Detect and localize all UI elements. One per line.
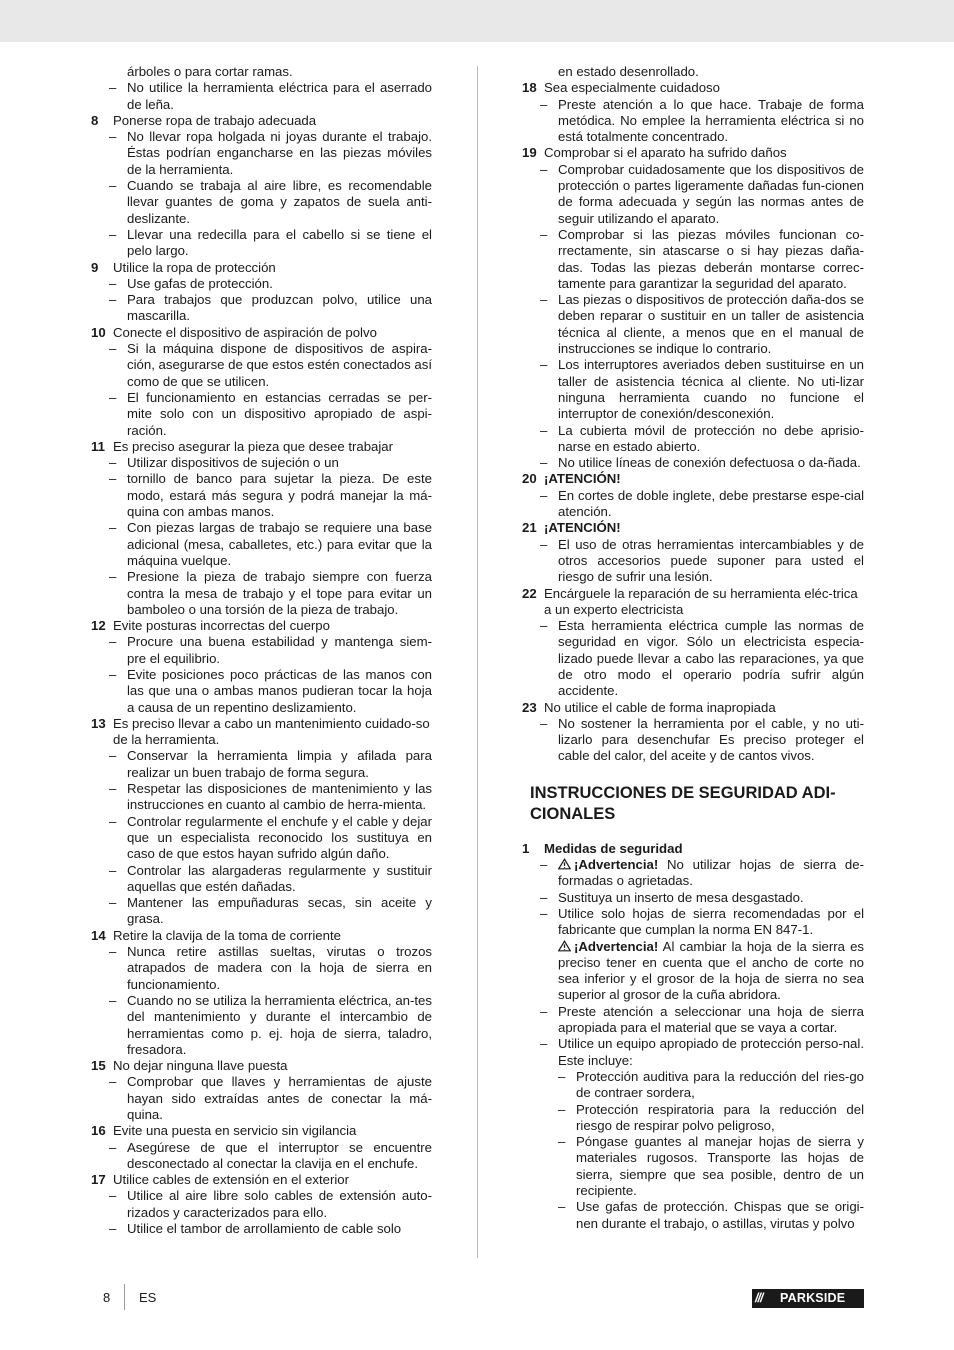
bullet-item (522, 906, 864, 939)
numbered-item (522, 520, 864, 536)
dash-bullet: – (109, 341, 117, 357)
item-number: 19 (522, 145, 537, 161)
bullet-text: Utilice al aire libre solo cables de extensión auto-rizados y caracterizados para ello. (127, 1188, 432, 1220)
dash-bullet: – (109, 813, 117, 829)
bullet-text: Asegúrese de que el interruptor se encuentre desconectado al conectar la clavija en el enchufe. (127, 1139, 432, 1171)
bullet-item (91, 520, 432, 569)
dash-bullet: – (109, 944, 117, 960)
bullet-item (91, 292, 432, 325)
bullet-text: Utilice el tambor de arrollamiento de cable solo (127, 1221, 402, 1237)
bullet-item (522, 1102, 864, 1135)
item-heading: No dejar ninguna llave puesta (113, 1058, 288, 1074)
bullet-text: Respetar las disposiciones de mantenimiento y las instrucciones en cuanto al cambio de herra-mienta. (127, 781, 432, 813)
bullet-text: En cortes de doble inglete, debe prestarse espe-cial atención. (558, 487, 864, 520)
dash-bullet: – (109, 80, 117, 96)
bullet-text: No sostener la herramienta por el cable, y no uti-lizarlo para desenchufar Es preciso proteger el cable del calor, del aceite y de cantos vivos. (558, 715, 864, 764)
bullet-item (522, 423, 864, 456)
dash-bullet: – (109, 666, 117, 682)
bullet-item (522, 716, 864, 765)
bullet-item (522, 227, 864, 292)
bullet-item (522, 1199, 864, 1232)
bullet-text: El uso de otras herramientas intercambiables y de otros accesorios puede suponer para usted el riesgo de sufrir una lesión. (558, 536, 864, 585)
bullet-text: Llevar una redecilla para el cabello si se tiene el pelo largo. (127, 226, 432, 259)
additional-safety-list (522, 841, 864, 1232)
bullet-item (91, 993, 432, 1058)
bullet-item (522, 857, 864, 890)
bullet-text: Protección respiratoria para la reducción del riesgo de respirar polvo peligroso, (576, 1101, 864, 1133)
page-number: 8 (103, 1290, 111, 1305)
dash-bullet: – (540, 487, 548, 503)
item-number: 11 (91, 438, 105, 454)
item-heading: Evite una puesta en servicio sin vigilancia (113, 1123, 357, 1139)
numbered-item (522, 145, 864, 161)
dash-bullet: – (109, 275, 117, 291)
bullet-item (91, 944, 432, 993)
bullet-item (522, 162, 864, 227)
bullet-text: Las piezas o dispositivos de protección daña-dos se deben reparar o sustituir en un taller de asistencia técnica al cliente, a menos que en el manual de instrucciones se indique lo contrario. (558, 292, 864, 357)
bullet-text: Para trabajos que produzcan polvo, utilice una mascarilla. (127, 292, 432, 324)
dash-bullet: – (540, 455, 548, 471)
bullet-item (91, 178, 432, 227)
item-heading: No utilice el cable de forma inapropiada (544, 699, 776, 715)
bullet-item (522, 618, 864, 699)
item-number: 18 (522, 80, 537, 96)
bullet-text: Comprobar cuidadosamente que los dispositivos de protección o partes ligeramente dañadas fun-cionen de forma adecuada y según las normas antes de seguir utilizando el aparato. (558, 161, 864, 226)
bullet-item (91, 1221, 432, 1237)
item-number: 1 (522, 840, 530, 856)
bullet-text: Conservar la herramienta limpia y afilada para realizar un buen trabajo de forma segura. (127, 748, 432, 780)
bullet-text: Presione la pieza de trabajo siempre con fuerza contra la mesa de trabajo y el tope para evitar un bamboleo o una torsión de la pieza de trabajo. (127, 569, 432, 617)
dash-bullet: – (109, 1221, 117, 1237)
dash-bullet: – (540, 715, 548, 731)
dash-bullet: – (558, 1134, 566, 1150)
bullet-item (91, 276, 432, 292)
continued-text (91, 64, 432, 80)
item-heading: ¡ATENCIÓN! (544, 471, 621, 487)
bullet-item (522, 488, 864, 521)
warning-label: ¡Advertencia! (574, 857, 659, 873)
safety-list-continued (522, 64, 864, 765)
item-number: 10 (91, 324, 106, 340)
numbered-item (91, 1172, 432, 1188)
dash-bullet: – (109, 992, 117, 1008)
dash-bullet: – (540, 618, 548, 634)
item-number: 15 (91, 1058, 106, 1074)
item-heading: ¡ATENCIÓN! (544, 520, 621, 536)
bullet-text: Con piezas largas de trabajo se requiere una base adicional (mesa, caballetes, etc.) para evitar que la máquina vuelque. (127, 520, 432, 568)
bullet-item (91, 748, 432, 781)
dash-bullet: – (540, 96, 548, 112)
numbered-item (522, 80, 864, 96)
parkside-logo (752, 1289, 864, 1308)
numbered-item (91, 113, 432, 129)
footer-divider (124, 1284, 125, 1310)
continued-text (522, 939, 864, 1004)
bullet-item (91, 1074, 432, 1123)
dash-bullet: – (109, 1139, 117, 1155)
dash-bullet: – (540, 292, 548, 308)
dash-bullet: – (540, 1003, 548, 1019)
dash-bullet: – (558, 1068, 566, 1084)
item-number: 8 (91, 112, 99, 128)
bullet-text: La cubierta móvil de protección no debe aprisio-narse en estado abierto. (558, 422, 864, 454)
bullet-item (91, 781, 432, 814)
bullet-text: No utilice la herramienta eléctrica para el aserrado de leña. (127, 80, 432, 112)
dash-bullet: – (540, 536, 548, 552)
item-heading: Sea especialmente cuidadoso (544, 80, 720, 96)
bullet-text: Controlar las alargaderas regularmente y sustituir aquellas que estén dañadas. (127, 862, 432, 894)
paragraph-text: Al cambiar la hoja de la sierra es preciso tener en cuenta que el ancho de corte no sea inferior y el grosor de la hoja de sierra no sea superior al grosor de la cuña abridora. (558, 938, 864, 1003)
item-heading: Es preciso asegurar la pieza que desee trabajar (113, 438, 394, 454)
dash-bullet: – (109, 471, 117, 487)
bullet-item (522, 537, 864, 586)
logo-stripes: /// (755, 1291, 763, 1305)
numbered-item (522, 586, 864, 619)
dash-bullet: – (540, 226, 548, 242)
bullet-item (91, 863, 432, 896)
bullet-text: Mantener las empuñaduras secas, sin aceite y grasa. (127, 895, 432, 927)
bullet-text: El funcionamiento en estancias cerradas se per-mite solo con un dispositivo apropiado de aspi-ración. (127, 389, 432, 438)
item-number: 14 (91, 927, 106, 943)
numbered-item (91, 439, 432, 455)
bullet-text: Use gafas de protección. (127, 275, 273, 291)
left-column (91, 64, 432, 1237)
bullet-item (522, 1134, 864, 1199)
bullet-text: Esta herramienta eléctrica cumple las normas de seguridad en vigor. Sólo un electricista especia-lizado puede llevar a cabo las reparaciones, ya que de otro modo el operario podría sufrir algún accidente. (558, 618, 864, 699)
item-heading: Utilice cables de extensión en el exterior (113, 1172, 350, 1188)
item-number: 22 (522, 585, 537, 601)
bullet-text: Preste atención a lo que hace. Trabaje de forma metódica. No emplee la herramienta eléctrica si no está totalmente concentrado. (558, 96, 864, 145)
right-column (522, 64, 864, 1232)
bullet-text: Use gafas de protección. Chispas que se origi-nen durante el trabajo, o astillas, virutas y polvo (576, 1199, 864, 1231)
bullet-item (91, 814, 432, 863)
bullet-item (91, 471, 432, 520)
item-heading: Evite posturas incorrectas del cuerpo (113, 618, 330, 634)
bullet-item (522, 1036, 864, 1069)
dash-bullet: – (109, 389, 117, 405)
item-heading: Conecte el dispositivo de aspiración de polvo (113, 324, 377, 340)
dash-bullet: – (109, 226, 117, 242)
item-number: 16 (91, 1123, 106, 1139)
bullet-text: Los interruptores averiados deben sustituirse en un taller de asistencia técnica al cliente. No uti-lizar ninguna herramienta cuando no funcione el interruptor de conexión/desconexión. (558, 357, 864, 422)
bullet-text: Cuando se trabaja al aire libre, es recomendable llevar guantes de goma y zapatos de suela anti-deslizante. (127, 178, 432, 226)
section-title: INSTRUCCIONES DE SEGURIDAD ADI-CIONALES (530, 783, 836, 823)
numbered-item (91, 716, 432, 749)
column-divider (477, 66, 478, 1258)
dash-bullet: – (109, 748, 117, 764)
dash-bullet: – (540, 357, 548, 373)
bullet-item (91, 1188, 432, 1221)
dash-bullet: – (558, 1101, 566, 1117)
dash-bullet: – (540, 1036, 548, 1052)
bullet-text: Comprobar si las piezas móviles funcionan co-rrectamente, sin atascarse o si hay piezas daña-das. Todas las piezas deberán montarse correc-tamente para garantizar la seguridad del aparato. (558, 226, 864, 291)
numbered-item (91, 1123, 432, 1139)
warning-triangle-icon (558, 940, 571, 952)
dash-bullet: – (109, 634, 117, 650)
dash-bullet: – (109, 862, 117, 878)
item-heading: Utilice la ropa de protección (113, 259, 276, 275)
dash-bullet: – (109, 1188, 117, 1204)
item-number: 13 (91, 715, 106, 731)
bullet-item (91, 455, 432, 471)
bullet-item (91, 129, 432, 178)
item-heading: Retire la clavija de la toma de corriente (113, 927, 341, 943)
bullet-text: No llevar ropa holgada ni joyas durante el trabajo. Éstas podrían engancharse en las piezas móviles de la herramienta. (127, 129, 432, 177)
dash-bullet: – (109, 292, 117, 308)
language-code: ES (139, 1290, 157, 1305)
bullet-text: No utilizar hojas de sierra de-formadas o agrietadas. (558, 857, 864, 889)
item-number: 17 (91, 1172, 106, 1188)
dash-bullet: – (109, 895, 117, 911)
bullet-text: Utilice solo hojas de sierra recomendadas por el fabricante que cumplan la norma EN 847-1. (558, 905, 864, 938)
dash-bullet: – (558, 1199, 566, 1215)
bullet-item (91, 634, 432, 667)
bullet-text: Procure una buena estabilidad y mantenga siem-pre el equilibrio. (127, 634, 432, 666)
bullet-text: Utilice un equipo apropiado de protección perso-nal. Este incluye: (558, 1036, 864, 1068)
numbered-item (522, 471, 864, 487)
bullet-text: Póngase guantes al manejar hojas de sierra y materiales rugosos. Transporte las hojas de sierra, siempre que sea posible, dentro de un recipiente. (576, 1134, 864, 1198)
bullet-text: Comprobar que llaves y herramientas de ajuste hayan sido extraídas antes de conectar la má-quina. (127, 1074, 432, 1122)
paragraph-text: árboles o para cortar ramas. (127, 64, 293, 79)
bullet-text: Controlar regularmente el enchufe y el cable y dejar que un especialista reconocido los sustituya en caso de que estos hayan sufrido algún daño. (127, 813, 432, 862)
dash-bullet: – (109, 129, 117, 145)
logo-text: PARKSIDE (780, 1291, 846, 1305)
numbered-item (91, 325, 432, 341)
numbered-item (91, 260, 432, 276)
bullet-text: Si la máquina dispone de dispositivos de aspira-ción, asegurarse de que estos estén conectados así como de que se utilicen. (127, 341, 432, 389)
dash-bullet: – (109, 520, 117, 536)
item-number: 20 (522, 471, 537, 487)
bullet-item (91, 390, 432, 439)
item-number: 21 (522, 520, 537, 536)
dash-bullet: – (109, 455, 117, 471)
bullet-item (522, 97, 864, 146)
paragraph-text: en estado desenrollado. (558, 64, 699, 79)
bullet-item (91, 341, 432, 390)
dash-bullet: – (540, 857, 548, 873)
bullet-item (522, 1069, 864, 1102)
item-number: 9 (91, 259, 99, 275)
bullet-text: Preste atención a seleccionar una hoja de sierra apropiada para el material que se vaya a cortar. (558, 1003, 864, 1036)
item-heading: Encárguele la reparación de su herramienta eléc-trica a un experto electricista (544, 585, 858, 617)
numbered-item (522, 841, 864, 857)
numbered-item (522, 700, 864, 716)
item-heading: Comprobar si el aparato ha sufrido daños (544, 145, 787, 161)
bullet-item (91, 227, 432, 260)
bullet-item (91, 667, 432, 716)
item-heading: Ponerse ropa de trabajo adecuada (113, 112, 317, 128)
bullet-item (91, 895, 432, 928)
bullet-item (522, 292, 864, 357)
bullet-item (91, 1140, 432, 1173)
item-heading: Es preciso llevar a cabo un mantenimiento cuidado-so de la herramienta. (113, 715, 430, 748)
bullet-text: Evite posiciones poco prácticas de las manos con las que una o ambas manos pudieran tocar la hoja a causa de un repentino deslizamiento. (127, 666, 432, 715)
bullet-text: Utilizar dispositivos de sujeción o un (127, 455, 339, 471)
top-header-bar (0, 0, 954, 42)
bullet-item (522, 455, 864, 471)
bullet-item (522, 890, 864, 906)
bullet-text: Nunca retire astillas sueltas, virutas o trozos atrapados de madera con la hoja de sierra en funcionamiento. (127, 944, 432, 992)
item-number: 23 (522, 699, 537, 715)
dash-bullet: – (109, 569, 117, 585)
dash-bullet: – (540, 905, 548, 921)
bullet-item (522, 1004, 864, 1037)
bullet-text: Cuando no se utiliza la herramienta eléctrica, an-tes del mantenimiento y durante el intercambio de herramientas como p. ej. hoja de sierra, taladro, fresadora. (127, 992, 432, 1057)
numbered-item (91, 618, 432, 634)
dash-bullet: – (540, 161, 548, 177)
bullet-item (91, 569, 432, 618)
bullet-text: Sustituya un inserto de mesa desgastado. (558, 889, 804, 905)
dash-bullet: – (540, 422, 548, 438)
item-number: 12 (91, 618, 106, 634)
bullet-text: Protección auditiva para la reducción del ries-go de contraer sordera, (576, 1068, 864, 1101)
bullet-text: No utilice líneas de conexión defectuosa o da-ñada. (558, 455, 861, 471)
dash-bullet: – (109, 1074, 117, 1090)
numbered-item (91, 1058, 432, 1074)
continued-text (522, 64, 864, 80)
warning-triangle-icon (558, 858, 571, 870)
bullet-item (522, 357, 864, 422)
dash-bullet: – (109, 178, 117, 194)
dash-bullet: – (540, 889, 548, 905)
warning-label: ¡Advertencia! (574, 938, 659, 954)
bullet-item (91, 80, 432, 113)
bullet-text: tornillo de banco para sujetar la pieza. De este modo, estará más segura y podrá manejar la má-quina con ambas manos. (127, 471, 432, 520)
item-heading: Medidas de seguridad (544, 840, 683, 856)
numbered-item (91, 928, 432, 944)
dash-bullet: – (109, 781, 117, 797)
